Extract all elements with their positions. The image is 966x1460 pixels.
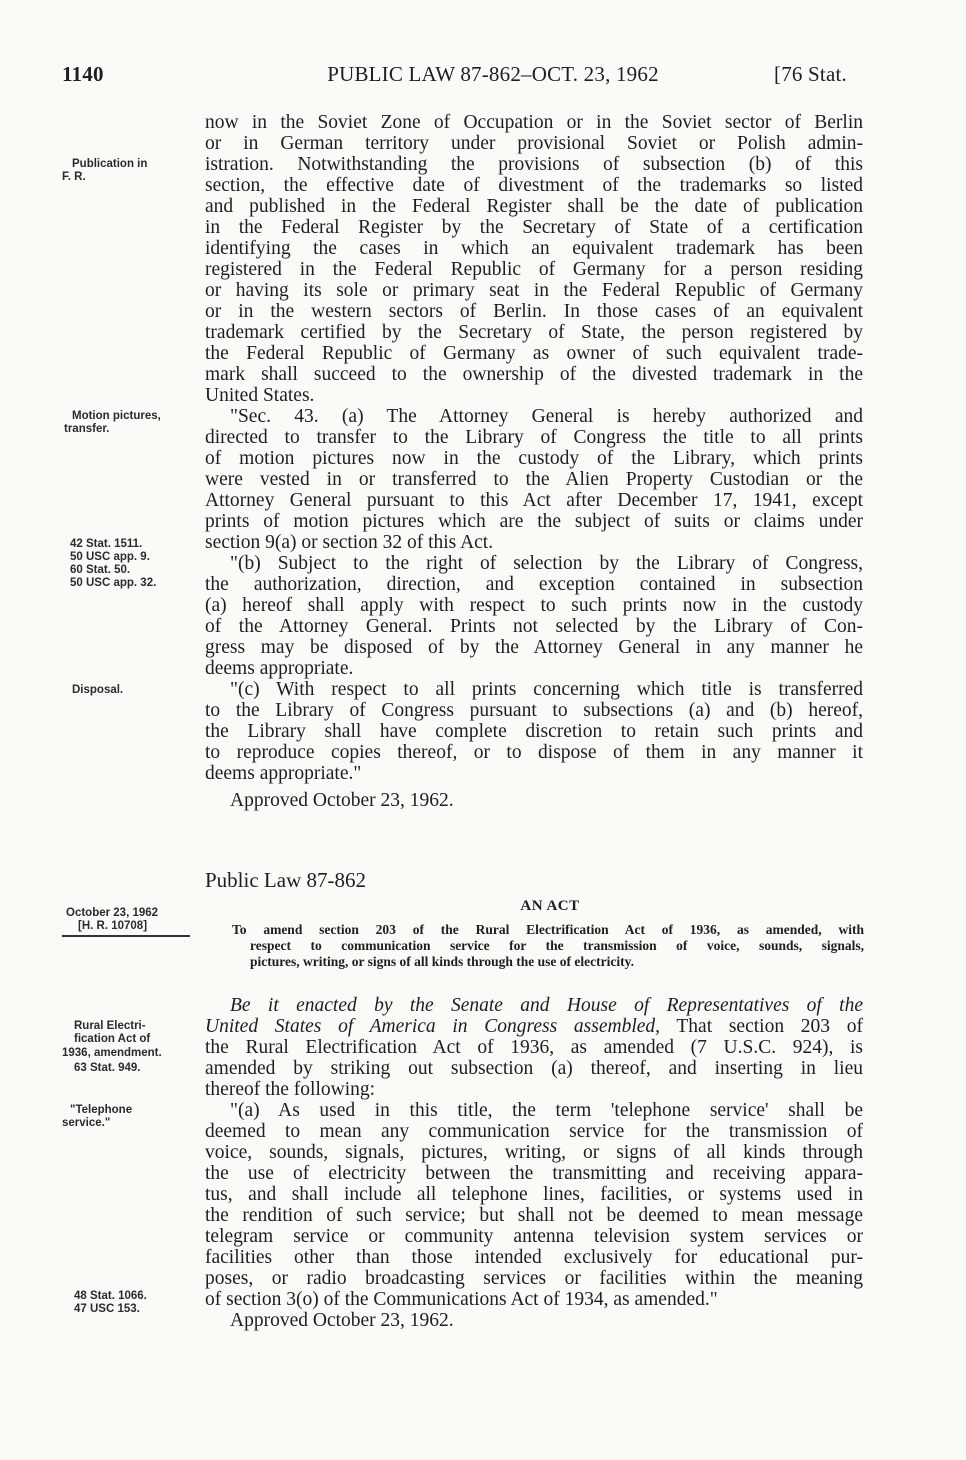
body-line: prints of motion pictures which are the subject of suits or claims under — [205, 511, 863, 532]
body-line: section, the effective date of divestment of the trademarks so listed — [205, 175, 863, 196]
body-line: now in the Soviet Zone of Occupation or in the Soviet sector of Berlin — [205, 112, 863, 133]
body-line: or in German territory under provisional Soviet or Polish admin- — [205, 133, 863, 154]
approval-line: Approved October 23, 1962. — [230, 790, 454, 811]
purpose-line: respect to communication service for the transmission of voice, sounds, signals, — [250, 938, 864, 953]
margin-note: "Telephone — [70, 1104, 133, 1116]
law-body-line: telegram service or community antenna television system services or — [205, 1226, 863, 1247]
act-heading: AN ACT — [520, 898, 580, 914]
margin-note: 60 Stat. 50. — [70, 564, 131, 576]
purpose-line: pictures, writing, or signs of all kinds through the use of electricity. — [250, 954, 635, 969]
law-body-line: poses, or radio broadcasting services or facilities within the meaning — [205, 1268, 863, 1289]
body-line: to reproduce copies thereof, or to dispose of them in any manner it — [205, 742, 863, 763]
law-body-line: deemed to mean any communication service for the transmission of — [205, 1121, 863, 1142]
page-number: 1140 — [62, 62, 104, 86]
body-line: identifying the cases in which an equivalent trademark has been — [205, 238, 863, 259]
law-body-line: "(a) As used in this title, the term 'telephone service' shall be — [230, 1100, 863, 1121]
enacting-line: United States of America in Congress assembled, That section 203 of — [205, 1016, 863, 1037]
margin-note: Disposal. — [72, 684, 124, 696]
law-body-line: facilities other than those intended exclusively for educational pur- — [205, 1247, 863, 1268]
law-body-line: the use of electricity between the transmitting and receiving appara- — [205, 1163, 863, 1184]
law-body-line: the Rural Electrification Act of 1936, as amended (7 U.S.C. 924), is — [205, 1037, 863, 1058]
purpose-line: To amend section 203 of the Rural Electrification Act of 1936, as amended, with — [232, 922, 864, 937]
body-line: registered in the Federal Republic of Germany for a person residing — [205, 259, 863, 280]
law-body-line: thereof the following: — [205, 1079, 376, 1100]
body-line: directed to transfer to the Library of Congress the title to all prints — [205, 427, 863, 448]
margin-note: Rural Electri- — [74, 1020, 146, 1032]
margin-note: 48 Stat. 1066. — [74, 1290, 147, 1302]
law-body-line: tus, and shall include all telephone lines, facilities, or systems used in — [205, 1184, 863, 1205]
law-title: Public Law 87-862 — [205, 868, 366, 892]
margin-note: Motion pictures, — [72, 410, 161, 422]
body-line: (a) hereof shall apply with respect to such prints now in the custody — [205, 595, 863, 616]
body-line: were vested in or transferred to the Alien Property Custodian or the — [205, 469, 863, 490]
law-body-line: voice, sounds, signals, pictures, writing, or signs of all kinds through — [205, 1142, 863, 1163]
body-line: of the Attorney General. Prints not selected by the Library of Con- — [205, 616, 863, 637]
body-line: istration. Notwithstanding the provisions of subsection (b) of this — [205, 154, 863, 175]
body-line: the authorization, direction, and exception contained in subsection — [205, 574, 863, 595]
body-line: "(c) With respect to all prints concerning which title is transferred — [230, 679, 863, 700]
body-line: United States. — [205, 385, 315, 406]
body-line: deems appropriate. — [205, 658, 354, 679]
law-body-line: of section 3(o) of the Communications Act of 1934, as amended." — [205, 1289, 718, 1310]
body-line: in the Federal Register by the Secretary of State of a certification — [205, 217, 863, 238]
margin-note: 47 USC 153. — [74, 1303, 140, 1315]
margin-note: [H. R. 10708] — [78, 920, 148, 932]
margin-note: Publication in — [72, 158, 148, 170]
body-line: Attorney General pursuant to this Act after December 17, 1941, except — [205, 490, 863, 511]
margin-rule — [62, 935, 190, 937]
body-line: or having its sole or primary seat in the Federal Republic of Germany — [205, 280, 863, 301]
body-line: of motion pictures now in the custody of the Library, which prints — [205, 448, 863, 469]
body-line: the Library shall have complete discretion to retain such prints and — [205, 721, 863, 742]
margin-note: 50 USC app. 32. — [70, 577, 157, 589]
body-line: mark shall succeed to the ownership of the divested trademark in the — [205, 364, 863, 385]
body-line: gress may be disposed of by the Attorney General in any manner he — [205, 637, 863, 658]
running-title: PUBLIC LAW 87-862–OCT. 23, 1962 — [327, 62, 659, 86]
body-line: "(b) Subject to the right of selection by the Library of Congress, — [230, 553, 863, 574]
body-line: section 9(a) or section 32 of this Act. — [205, 532, 494, 553]
margin-note: 42 Stat. 1511. — [70, 538, 143, 550]
body-line: trademark certified by the Secretary of State, the person registered by — [205, 322, 863, 343]
margin-note: fication Act of — [74, 1033, 151, 1045]
margin-note: F. R. — [62, 171, 86, 183]
body-line: or in the western sectors of Berlin. In those cases of an equivalent — [205, 301, 863, 322]
body-line: "Sec. 43. (a) The Attorney General is hereby authorized and — [230, 406, 863, 427]
approval-line: Approved October 23, 1962. — [230, 1310, 454, 1331]
margin-note: 50 USC app. 9. — [70, 551, 150, 563]
margin-note: 63 Stat. 949. — [74, 1062, 141, 1074]
margin-note: transfer. — [64, 423, 110, 435]
body-line: to the Library of Congress pursuant to subsections (a) and (b) hereof, — [205, 700, 863, 721]
law-body-line: the rendition of such service; but shall not be deemed to mean message — [205, 1205, 863, 1226]
body-line: the Federal Republic of Germany as owner of such equivalent trade- — [205, 343, 863, 364]
margin-note: 1936, amendment. — [62, 1047, 162, 1059]
body-line: and published in the Federal Register shall be the date of publication — [205, 196, 863, 217]
margin-note: service." — [62, 1117, 111, 1129]
volume-reference: [76 Stat. — [774, 62, 847, 86]
body-line: deems appropriate." — [205, 763, 362, 784]
enacting-line: Be it enacted by the Senate and House of Representatives of the — [230, 995, 863, 1016]
margin-note: October 23, 1962 — [66, 907, 159, 919]
law-body-line: amended by striking out subsection (a) thereof, and inserting in lieu — [205, 1058, 863, 1079]
